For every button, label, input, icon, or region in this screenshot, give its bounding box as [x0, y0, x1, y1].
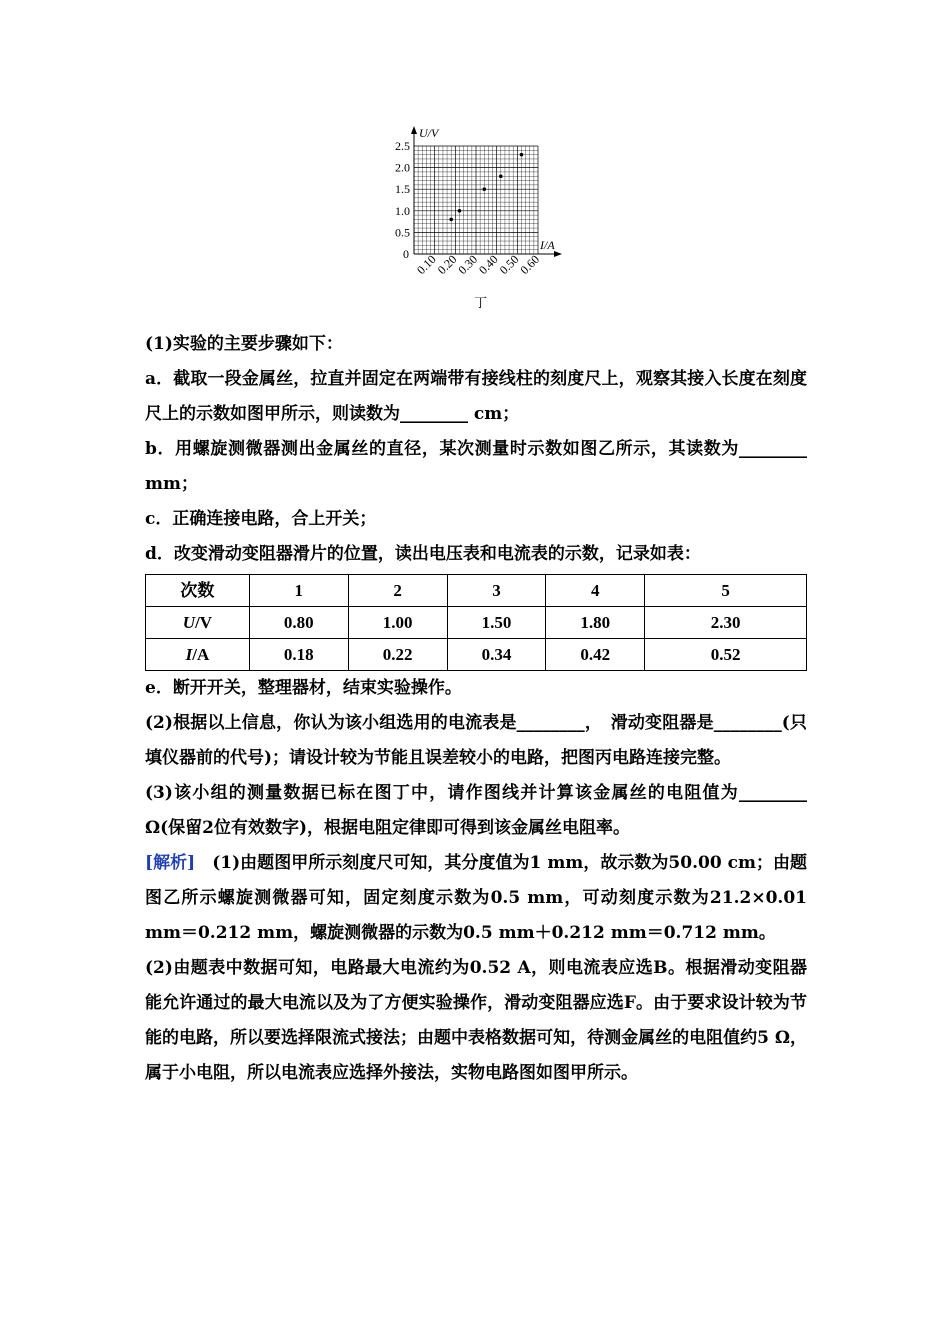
y-tick-label: 0.5 — [395, 225, 410, 240]
table-cell: 0.42 — [546, 639, 645, 671]
table-cell: 0.80 — [249, 607, 348, 639]
u-i-chart — [380, 120, 580, 290]
data-point — [482, 187, 486, 191]
y-axis-label: U/V — [419, 126, 439, 140]
table-row-voltage — [146, 607, 807, 639]
x-tick-label: 0.50 — [496, 252, 522, 277]
x-tick-label: 0.10 — [414, 252, 439, 277]
data-point — [458, 209, 462, 213]
step-intro: (1)实验的主要步骤如下： — [145, 334, 343, 354]
question-2: (2)根据以上信息，你认为该小组选用的电流表是________， 滑动变阻器是________(只填仪器前的代号)；请设计较为节能且误差较小的电路，把图丙电路连接完整。 — [145, 713, 807, 768]
data-point — [449, 218, 453, 222]
table-header-cell: 2 — [348, 575, 447, 607]
origin-label: 0 — [403, 247, 409, 261]
y-tick-label: 2.0 — [395, 160, 410, 175]
y-axis-arrow — [411, 126, 417, 134]
analysis-section — [145, 846, 807, 1091]
step-b: b．用螺旋测微器测出金属丝的直径，某次测量时示数如图乙所示，其读数为________ mm； — [145, 439, 807, 494]
table-cell: 1.80 — [546, 607, 645, 639]
voltage-symbol: U — [182, 613, 196, 632]
current-row-label — [146, 639, 250, 671]
problem-content — [145, 327, 807, 1091]
table-row-current — [146, 639, 807, 671]
analysis-part-1 — [145, 846, 807, 951]
table-cell: 0.34 — [447, 639, 546, 671]
table-cell: 0.18 — [249, 639, 348, 671]
table-cell: 0.22 — [348, 639, 447, 671]
question-3: (3)该小组的测量数据已标在图丁中，请作图线并计算该金属丝的电阻值为________ Ω(保留2位有效数字)，根据电阻定律即可得到该金属丝电阻率。 — [145, 783, 807, 838]
x-tick-label: 0.30 — [455, 252, 481, 277]
x-axis-arrow — [554, 251, 562, 257]
step-a: a．截取一段金属丝，拉直并固定在两端带有接线柱的刻度尺上，观察其接入长度在刻度尺上的示数如图甲所示，则读数为________ cm； — [145, 369, 807, 424]
table-header-cell: 4 — [546, 575, 645, 607]
current-unit: /A — [192, 645, 210, 664]
analysis-part-2: (2)由题表中数据可知，电路最大电流约为0.52 A，则电流表应选B。根据滑动变阻器能允许通过的最大电流以及为了方便实验操作，滑动变阻器应选F。由于要求设计较为节能的电路，所以要选择限流式接法；由题中表格数据可知，待测金属丝的电阻值约5 Ω，属于小电阻，所以电流表应选择外接法，实物电路图如图甲所示。 — [145, 958, 807, 1083]
step-e: e．断开开关，整理器材，结束实验操作。 — [145, 678, 462, 698]
analysis-tag: [解析] — [145, 853, 196, 873]
u-i-graph — [380, 120, 580, 315]
x-tick-label: 0.20 — [434, 252, 460, 277]
y-tick-label: 1.5 — [395, 182, 410, 197]
measurement-table — [145, 574, 807, 671]
step-d: d．改变滑动变阻器滑片的位置，读出电压表和电流表的示数，记录如表： — [145, 544, 701, 564]
x-axis-label: I/A — [540, 238, 555, 252]
y-tick-label: 1.0 — [395, 203, 410, 218]
data-point — [520, 153, 524, 157]
y-tick-label: 2.5 — [395, 139, 410, 153]
figure-caption: 丁 — [474, 296, 488, 311]
x-tick-label: 0.60 — [517, 252, 543, 277]
table-cell: 1.50 — [447, 607, 546, 639]
table-header-cell: 3 — [447, 575, 546, 607]
table-header-row — [146, 575, 807, 607]
table-cell: 0.52 — [645, 639, 807, 671]
table-cell: 1.00 — [348, 607, 447, 639]
voltage-row-label — [146, 607, 250, 639]
analysis-part-1-text: (1)由题图甲所示刻度尺可知，其分度值为1 mm，故示数为50.00 cm；由题图乙所示螺旋测微器可知，固定刻度示数为0.5 mm，可动刻度示数为21.2×0.01 mm＝0.212 mm，螺旋测微器的示数为0.5 mm＋0.212 mm＝0.712 mm。 — [145, 853, 807, 943]
table-header-cell: 次数 — [146, 575, 250, 607]
current-symbol: I — [185, 645, 193, 664]
table-header-cell: 5 — [645, 575, 807, 607]
data-point — [499, 174, 503, 178]
table-cell: 2.30 — [645, 607, 807, 639]
step-c: c．正确连接电路，合上开关； — [145, 509, 377, 529]
table-header-cell: 1 — [249, 575, 348, 607]
voltage-unit: /V — [195, 613, 213, 632]
x-tick-label: 0.40 — [476, 252, 501, 277]
